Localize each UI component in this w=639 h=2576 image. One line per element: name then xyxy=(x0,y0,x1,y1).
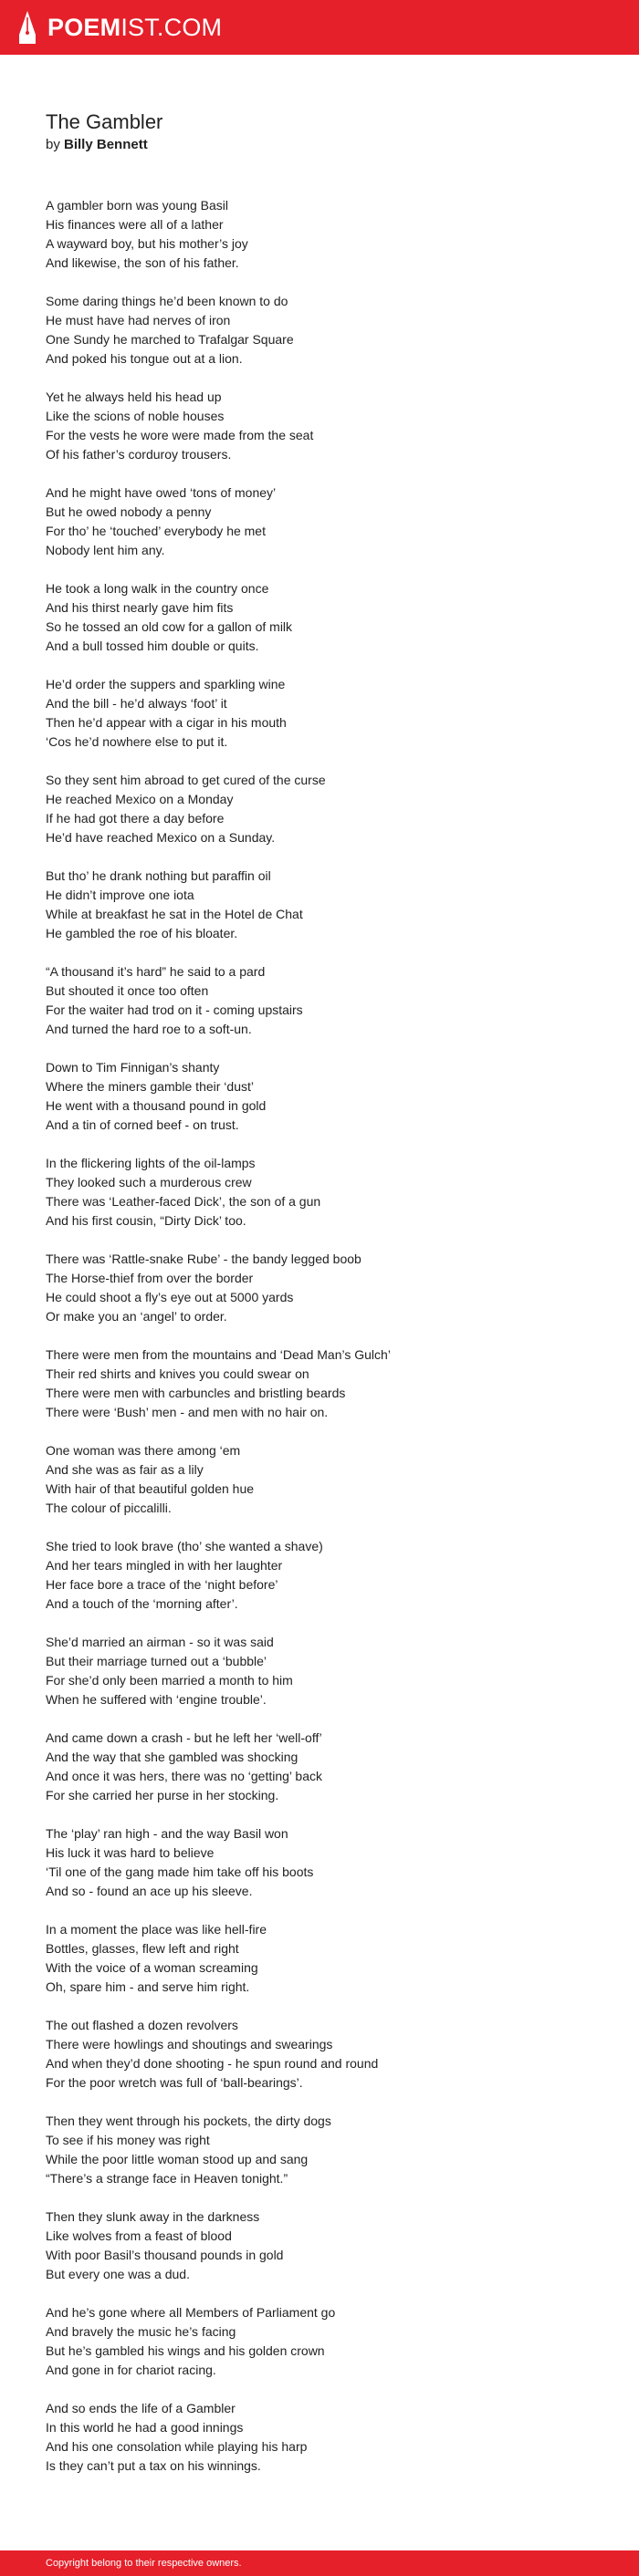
stanza xyxy=(46,1729,593,1805)
stanza xyxy=(46,962,593,1039)
poem-line: The ‘play’ ran high - and the way Basil won xyxy=(46,1826,288,1841)
stanza xyxy=(46,388,593,464)
poem-line: And the bill - he’d always ‘foot’ it xyxy=(46,696,227,711)
poem-line: He’d have reached Mexico on a Sunday. xyxy=(46,830,276,845)
poem-line: With poor Basil’s thousand pounds in gold xyxy=(46,2248,284,2262)
poem-line: There were men with carbuncles and bristling beards xyxy=(46,1386,346,1400)
poem-line: Is they can’t put a tax on his winnings. xyxy=(46,2458,261,2473)
poem-line: With the voice of a woman screaming xyxy=(46,1960,258,1975)
poem-line: He must have had nerves of iron xyxy=(46,313,231,327)
poem-line: He reached Mexico on a Monday xyxy=(46,792,234,806)
poem-line: Like wolves from a feast of blood xyxy=(46,2228,232,2243)
poem-line: And he’s gone where all Members of Parliament go xyxy=(46,2305,336,2320)
stanza xyxy=(46,675,593,752)
poem-line: And her tears mingled in with her laughter xyxy=(46,1558,283,1573)
poem-line: And poked his tongue out at a lion. xyxy=(46,351,243,366)
author-link[interactable]: Billy Bennett xyxy=(64,137,148,152)
stanza xyxy=(46,1250,593,1326)
poem-body xyxy=(46,196,593,2476)
poem-line: So he tossed an old cow for a gallon of milk xyxy=(46,619,293,634)
stanza xyxy=(46,1441,593,1518)
poem-line: And likewise, the son of his father. xyxy=(46,255,239,270)
poem-line: They looked such a murderous crew xyxy=(46,1175,252,1189)
stanza xyxy=(46,2207,593,2284)
poem-line: He didn’t improve one iota xyxy=(46,888,194,902)
stanza xyxy=(46,1824,593,1901)
poem-line: And so - found an ace up his sleeve. xyxy=(46,1884,253,1898)
stanza xyxy=(46,1633,593,1709)
poem-line: “A thousand it’s hard” he said to a pard xyxy=(46,964,266,979)
poem-line: Nobody lent him any. xyxy=(46,543,165,557)
poem-line: Then he’d appear with a cigar in his mouth xyxy=(46,715,287,730)
stanza xyxy=(46,1058,593,1135)
poem-line: Their red shirts and knives you could swear on xyxy=(46,1366,309,1381)
stanza xyxy=(46,2112,593,2188)
poem-line: And so ends the life of a Gambler xyxy=(46,2401,236,2415)
poem-line: She tried to look brave (tho’ she wanted a shave) xyxy=(46,1539,323,1553)
poem-line: ‘Cos he’d nowhere else to put it. xyxy=(46,734,228,749)
poem-line: While at breakfast he sat in the Hotel de Chat xyxy=(46,907,303,921)
stanza xyxy=(46,1537,593,1614)
poem-line: And once it was hers, there was no ‘getting’ back xyxy=(46,1769,322,1783)
poem-line: Bottles, glasses, flew left and right xyxy=(46,1941,239,1956)
poem-line: Some daring things he’d been known to do xyxy=(46,294,288,308)
stanza xyxy=(46,2303,593,2380)
poem-line: His finances were all of a lather xyxy=(46,217,224,232)
poem-line: If he had got there a day before xyxy=(46,811,225,826)
poem-line: She’d married an airman - so it was said xyxy=(46,1635,274,1649)
poem-line: And he might have owed ‘tons of money’ xyxy=(46,485,277,500)
poem-line: But shouted it once too often xyxy=(46,983,209,998)
poem-line: His luck it was hard to believe xyxy=(46,1845,215,1860)
poem-line: He went with a thousand pound in gold xyxy=(46,1098,267,1113)
poem-line: The out flashed a dozen revolvers xyxy=(46,2018,238,2032)
poem-line: In a moment the place was like hell-fire xyxy=(46,1922,267,1937)
poem-line: Oh, spare him - and serve him right. xyxy=(46,1979,250,1994)
poem-line: There was ‘Rattle-snake Rube’ - the bandy legged boob xyxy=(46,1252,361,1266)
poem-line: The colour of piccalilli. xyxy=(46,1501,172,1515)
poem-line: In this world he had a good innings xyxy=(46,2420,244,2435)
poem-line: And a tin of corned beef - on trust. xyxy=(46,1117,239,1132)
poem-line: Of his father’s corduroy trousers. xyxy=(46,447,232,462)
poem-line: And when they’d done shooting - he spun round and round xyxy=(46,2056,379,2071)
poem-line: And gone in for chariot racing. xyxy=(46,2363,216,2377)
poem-line: And the way that she gambled was shocking xyxy=(46,1750,299,1764)
poem-line: For the waiter had trod on it - coming upstairs xyxy=(46,1002,303,1017)
poem-line: One Sundy he marched to Trafalgar Square xyxy=(46,332,294,347)
poem-line: One woman was there among ‘em xyxy=(46,1443,241,1458)
poem-line: And his first cousin, “Dirty Dick’ too. xyxy=(46,1213,246,1228)
poem-line: And his one consolation while playing his harp xyxy=(46,2439,308,2454)
stanza xyxy=(46,292,593,369)
site-logo[interactable] xyxy=(47,13,223,41)
poem-line: There were howlings and shoutings and swearings xyxy=(46,2037,333,2051)
poem-line: Then they went through his pockets, the dirty dogs xyxy=(46,2114,331,2128)
poem-line: He gambled the roe of his bloater. xyxy=(46,926,238,940)
poem-line: And his thirst nearly gave him fits xyxy=(46,600,234,615)
stanza xyxy=(46,483,593,560)
poem-line: ‘Til one of the gang made him take off his boots xyxy=(46,1864,314,1879)
site-footer xyxy=(0,2550,639,2576)
stanza xyxy=(46,196,593,273)
logo-brand-bold: POEM xyxy=(47,13,121,41)
poem-line: Or make you an ‘angel’ to order. xyxy=(46,1309,227,1324)
pen-nib-icon[interactable] xyxy=(18,10,37,45)
stanza xyxy=(46,579,593,656)
site-header xyxy=(0,0,639,55)
poem-line: Like the scions of noble houses xyxy=(46,409,225,423)
poem-line: And turned the hard roe to a soft-un. xyxy=(46,1022,252,1036)
poem-line: But he’s gambled his wings and his golden crown xyxy=(46,2343,325,2358)
poem-content xyxy=(46,109,593,2495)
poem-line: For the vests he wore were made from the seat xyxy=(46,428,314,442)
poem-line: While the poor little woman stood up and sang xyxy=(46,2152,309,2166)
poem-line: There were ‘Bush’ men - and men with no hair on. xyxy=(46,1405,329,1419)
poem-line: Her face bore a trace of the ‘night before’ xyxy=(46,1577,278,1592)
stanza xyxy=(46,2016,593,2093)
poem-line: Where the miners gamble their ‘dust’ xyxy=(46,1079,254,1094)
poem-line: A wayward boy, but his mother’s joy xyxy=(46,236,248,251)
poem-line: And a bull tossed him double or quits. xyxy=(46,639,259,653)
poem-line: And she was as fair as a lily xyxy=(46,1462,204,1477)
poem-line: But he owed nobody a penny xyxy=(46,504,212,519)
poem-line: He took a long walk in the country once xyxy=(46,581,269,596)
byline xyxy=(46,136,593,154)
poem-line: And a touch of the ‘morning after’. xyxy=(46,1596,238,1611)
poem-line: But their marriage turned out a ‘bubble’ xyxy=(46,1654,267,1668)
poem-line: For she carried her purse in her stocking. xyxy=(46,1788,279,1802)
poem-line: So they sent him abroad to get cured of the curse xyxy=(46,773,326,787)
poem-line: When he suffered with ‘engine trouble’. xyxy=(46,1692,267,1707)
poem-line: A gambler born was young Basil xyxy=(46,198,228,213)
stanza xyxy=(46,1345,593,1422)
copyright-text: Copyright belong to their respective owners. xyxy=(46,2558,242,2569)
poem-line: And came down a crash - but he left her ‘well-off’ xyxy=(46,1730,322,1745)
poem-line: And bravely the music he’s facing xyxy=(46,2324,236,2339)
byline-prefix: by xyxy=(46,137,60,152)
poem-line: For tho’ he ‘touched’ everybody he met xyxy=(46,524,266,538)
poem-line: In the flickering lights of the oil-lamps xyxy=(46,1156,256,1170)
poem-line: Then they slunk away in the darkness xyxy=(46,2209,260,2224)
poem-line: Yet he always held his head up xyxy=(46,390,222,404)
poem-line: With hair of that beautiful golden hue xyxy=(46,1481,255,1496)
poem-line: But tho’ he drank nothing but paraffin oil xyxy=(46,868,271,883)
poem-line: For she’d only been married a month to him xyxy=(46,1673,293,1688)
poem-line: The Horse-thief from over the border xyxy=(46,1271,254,1285)
stanza xyxy=(46,2399,593,2476)
poem-line: Down to Tim Finnigan’s shanty xyxy=(46,1060,220,1075)
stanza xyxy=(46,1920,593,1997)
logo-brand-light: IST.COM xyxy=(120,13,223,41)
poem-line: For the poor wretch was full of ‘ball-bearings’. xyxy=(46,2075,303,2090)
stanza xyxy=(46,771,593,847)
poem-line: There was ‘Leather-faced Dick’, the son of a gun xyxy=(46,1194,321,1209)
poem-line: But every one was a dud. xyxy=(46,2267,190,2281)
poem-line: “There’s a strange face in Heaven tonight.” xyxy=(46,2171,288,2186)
stanza xyxy=(46,1154,593,1231)
poem-title: The Gambler xyxy=(46,110,163,133)
poem-line: He could shoot a fly’s eye out at 5000 yards xyxy=(46,1290,294,1304)
poem-line: He’d order the suppers and sparkling wine xyxy=(46,677,286,691)
poem-line: To see if his money was right xyxy=(46,2133,210,2147)
poem-line: There were men from the mountains and ‘Dead Man’s Gulch’ xyxy=(46,1347,391,1362)
stanza xyxy=(46,867,593,943)
